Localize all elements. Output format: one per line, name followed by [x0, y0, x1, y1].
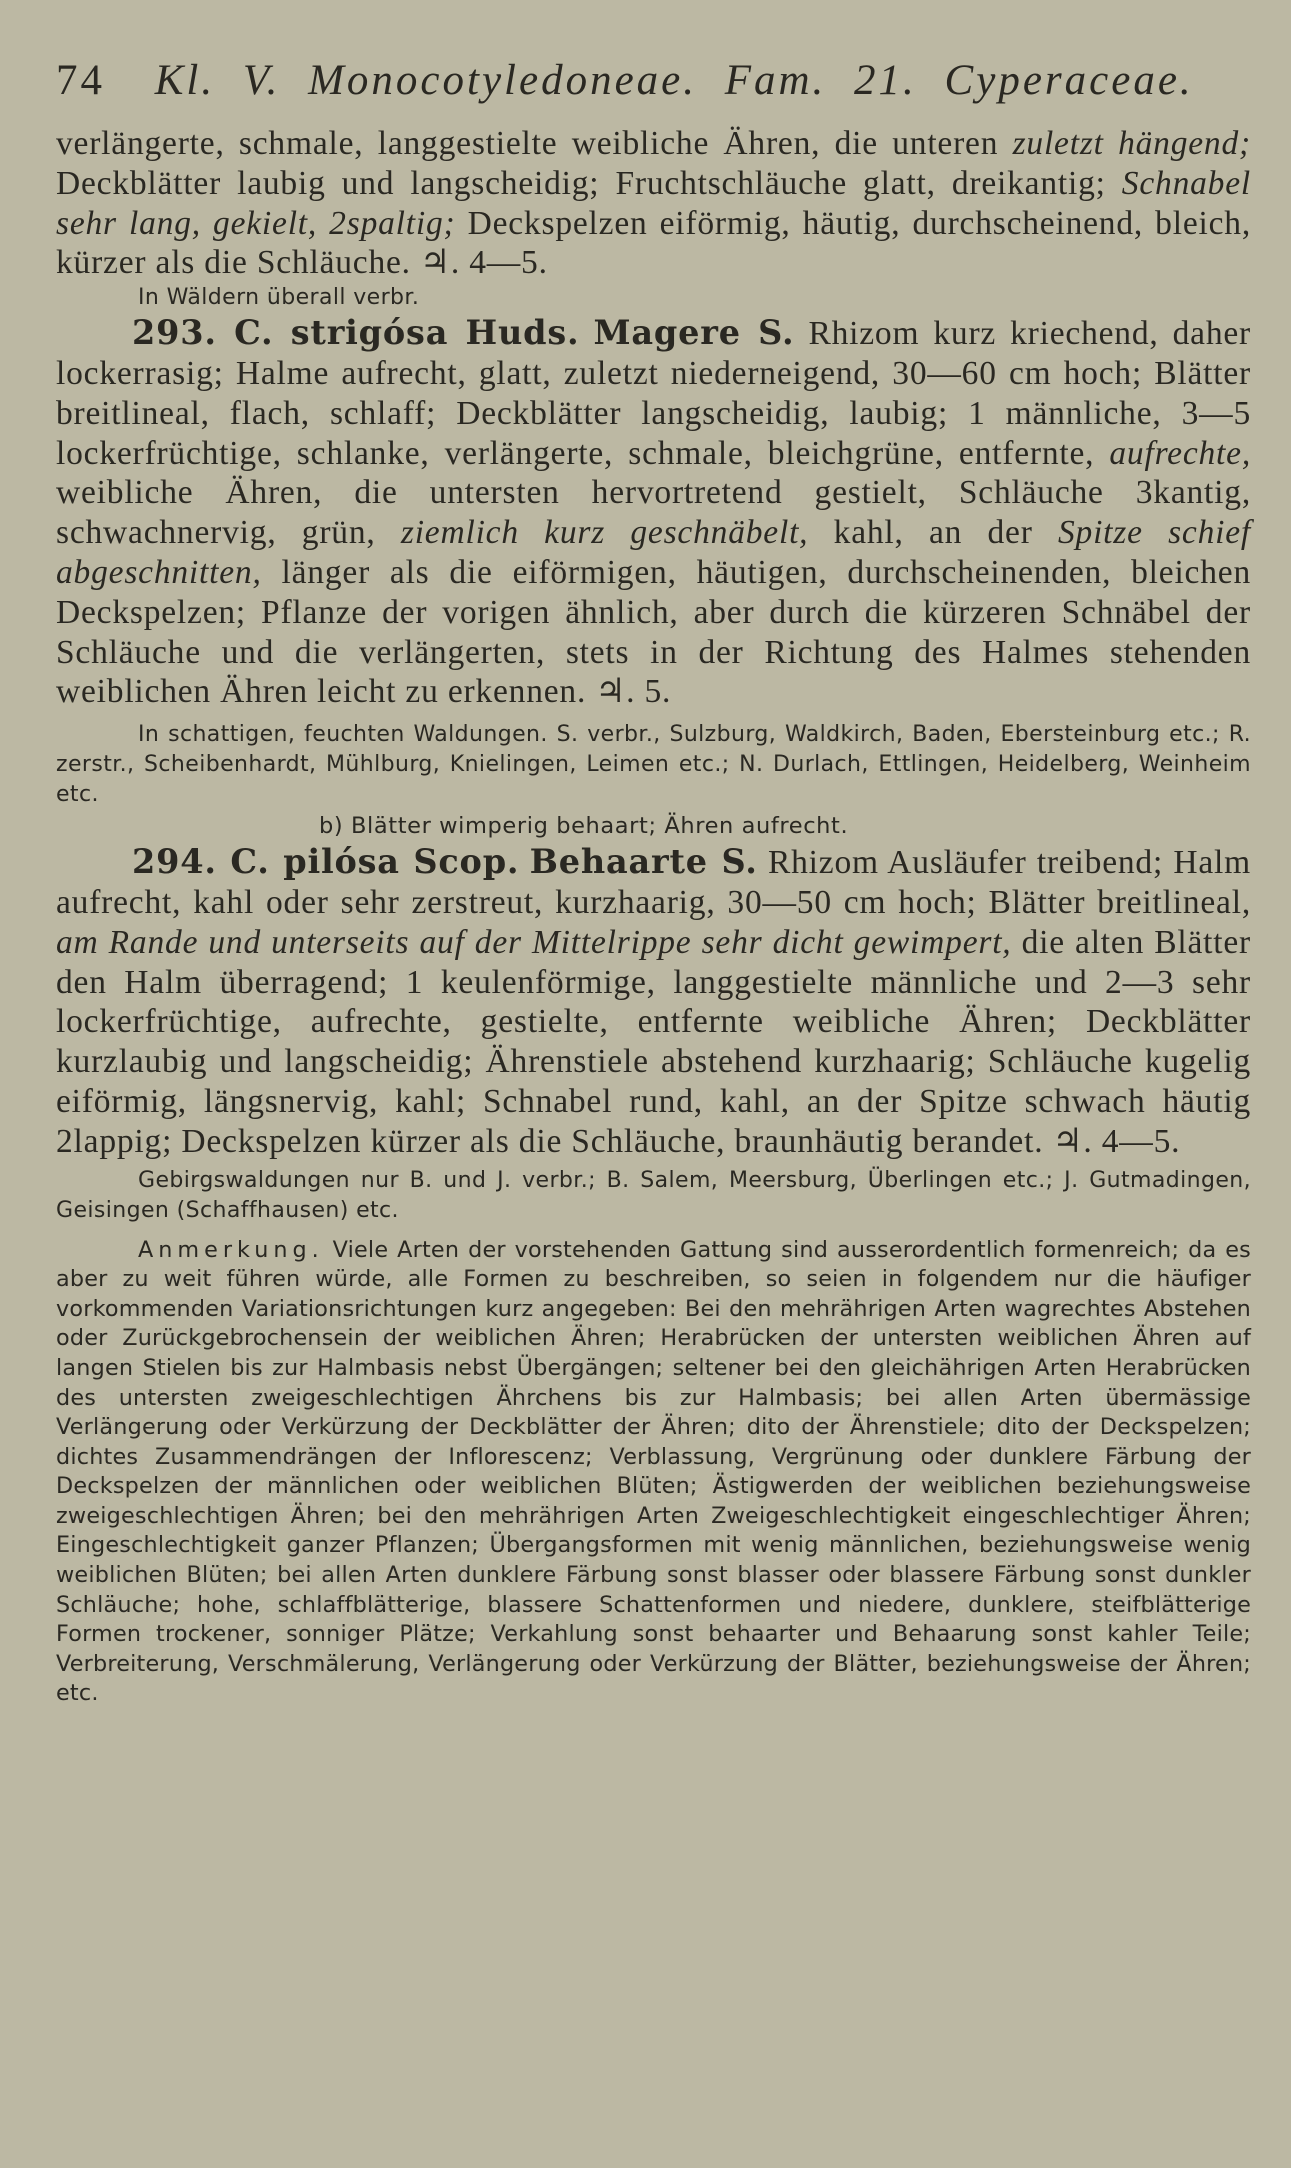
species-293-entry: 293. C. strigósa Huds. Magere S. Rhizom kurz kriechend, daher lockerrasig; Halme aufrecht, glatt, zuletzt niederneigend, 30—60 cm hoch; Blätter breitlineal, flach, schlaff; Deckblätter langscheidig, laubig; 1 männliche, 3—5 lockerfrüchtige, schlanke, verlängerte, schmale, bleichgrüne, entfernte, aufrechte, weibliche Ähren, die untersten hervortretend gestielt, Schläuche 3kantig, schwachnervig, grün, ziemlich kurz geschnäbelt, kahl, an der Spitze schief abgeschnitten, länger als die eiförmigen, häutigen, durchscheinenden, bleichen Deckspelzen; Pflanze der vorigen ähnlich, aber durch die kürzeren Schnäbel der Schläuche und die verlängerten, stets in der Richtung des Halmes stehenden weiblichen Ähren leicht zu erkennen. ♃. 5.	[56, 313, 1252, 711]
species-293-name: 293. C. strigósa Huds.	[132, 313, 580, 353]
continuation-paragraph: verlängerte, schmale, langgestielte weibliche Ähren, die unteren zuletzt hängend; Deckblätter laubig und langscheidig; Fruchtschläuche glatt, dreikantig; Schnabel sehr lang, gekielt, 2spaltig; Deckspelzen eiförmig, häutig, durchscheinend, bleich, kürzer als die Schläuche. ♃. 4—5.	[56, 125, 1251, 282]
remark-paragraph: Anmerkung. Viele Arten der vorstehenden Gattung sind ausserordentlich formenreich; da es aber zu weit führen würde, alle Formen zu beschreiben, so seien in folgendem nur die häufiger vorkommenden Variationsrichtungen kurz angegeben: Bei den mehrährigen Arten wagrechtes Abstehen oder Zurückgebrochensein der weiblichen Ähren; Herabrücken der untersten weiblichen Ähren auf langen Stielen bis zur Halmbasis nebst Übergängen; seltener bei den gleichährigen Arten Herabrücken des untersten zweigeschlechtigen Ährchens bis zur Halmbasis; bei allen Arten übermässige Verlängerung oder Verkürzung der Deckblätter der Ähren; dito der Ährenstiele; dito der Deckspelzen; dichtes Zusammendrängen der Inflorescenz; Verblassung, Vergrünung oder dunklere Färbung der Deckspelzen der männlichen oder weiblichen Blüten; Ästigwerden der weiblichen beziehungsweise zweigeschlechtigen Ähren; bei den mehrährigen Arten Zweigeschlechtigkeit eingeschlechtiger Ähren; Eingeschlechtigkeit ganzer Pflanzen; Übergangsformen mit wenig männlichen, beziehungsweise wenig weiblichen Blüten; bei allen Arten dunklere Färbung sonst blasser oder blassere Färbung sonst dunkler Schläuche; hohe, schlaffblätterige, blassere Schattenformen und niedere, dunklere, steifblätterige Formen trockener, sonniger Plätze; Verkahlung sonst behaarter und Behaarung sonst kahler Teile; Verbreiterung, Verschmälerung, Verlängerung oder Verkürzung der Blätter, beziehungsweise der Ähren; etc.	[56, 1236, 1251, 1707]
species-294-common-name: Behaarte S.	[529, 842, 758, 882]
page-number: 74	[56, 57, 105, 104]
species-294-name: 294. C. pilósa Scop.	[132, 842, 520, 882]
running-title: Kl. V. Monocotyledoneae. Fam. 21. Cyperaceae.	[154, 57, 1194, 104]
book-page	[56, 56, 1251, 1709]
remark-lead: Anmerkung.	[138, 1236, 324, 1263]
species-294-entry: 294. C. pilósa Scop. Behaarte S. Rhizom Ausläufer treibend; Halm aufrecht, kahl oder sehr zerstreut, kurzhaarig, 30—50 cm hoch; Blätter breitlineal, am Rande und unterseits auf der Mittelrippe sehr dicht gewimpert, die alten Blätter den Halm überragend; 1 keulenförmige, langgestielte männliche und 2—3 sehr lockerfrüchtige, aufrechte, gestielte, entfernte weibliche Ähren; Deckblätter kurzlaubig und langscheidig; Ährenstiele abstehend kurzhaarig; Schläuche kugelig eiförmig, längsnervig, kahl; Schnabel rund, kahl, an der Spitze schwach häutig 2lappig; Deckspelzen kürzer als die Schläuche, braunhäutig berandet. ♃. 4—5.	[56, 842, 1251, 1160]
habitat-note: Gebirgswaldungen nur B. und J. verbr.; B. Salem, Meersburg, Überlingen etc.; J. Gutmadingen, Geisingen (Schaffhausen) etc.	[56, 1167, 1251, 1223]
habitat-note: In schattigen, feuchten Waldungen. S. verbr., Sulzburg, Waldkirch, Baden, Ebersteinburg etc.; R. zerstr., Scheibenhardt, Mühlburg, Knielingen, Leimen etc.; N. Durlach, Ettlingen, Heidelberg, Weinheim etc.	[56, 722, 1251, 808]
subsection-heading: b) Blätter wimperig behaart; Ähren aufrecht.	[319, 813, 849, 840]
habitat-note: In Wäldern überall verbr.	[138, 285, 420, 311]
species-293-common-name: Magere S.	[593, 313, 795, 353]
running-header	[56, 56, 1251, 116]
